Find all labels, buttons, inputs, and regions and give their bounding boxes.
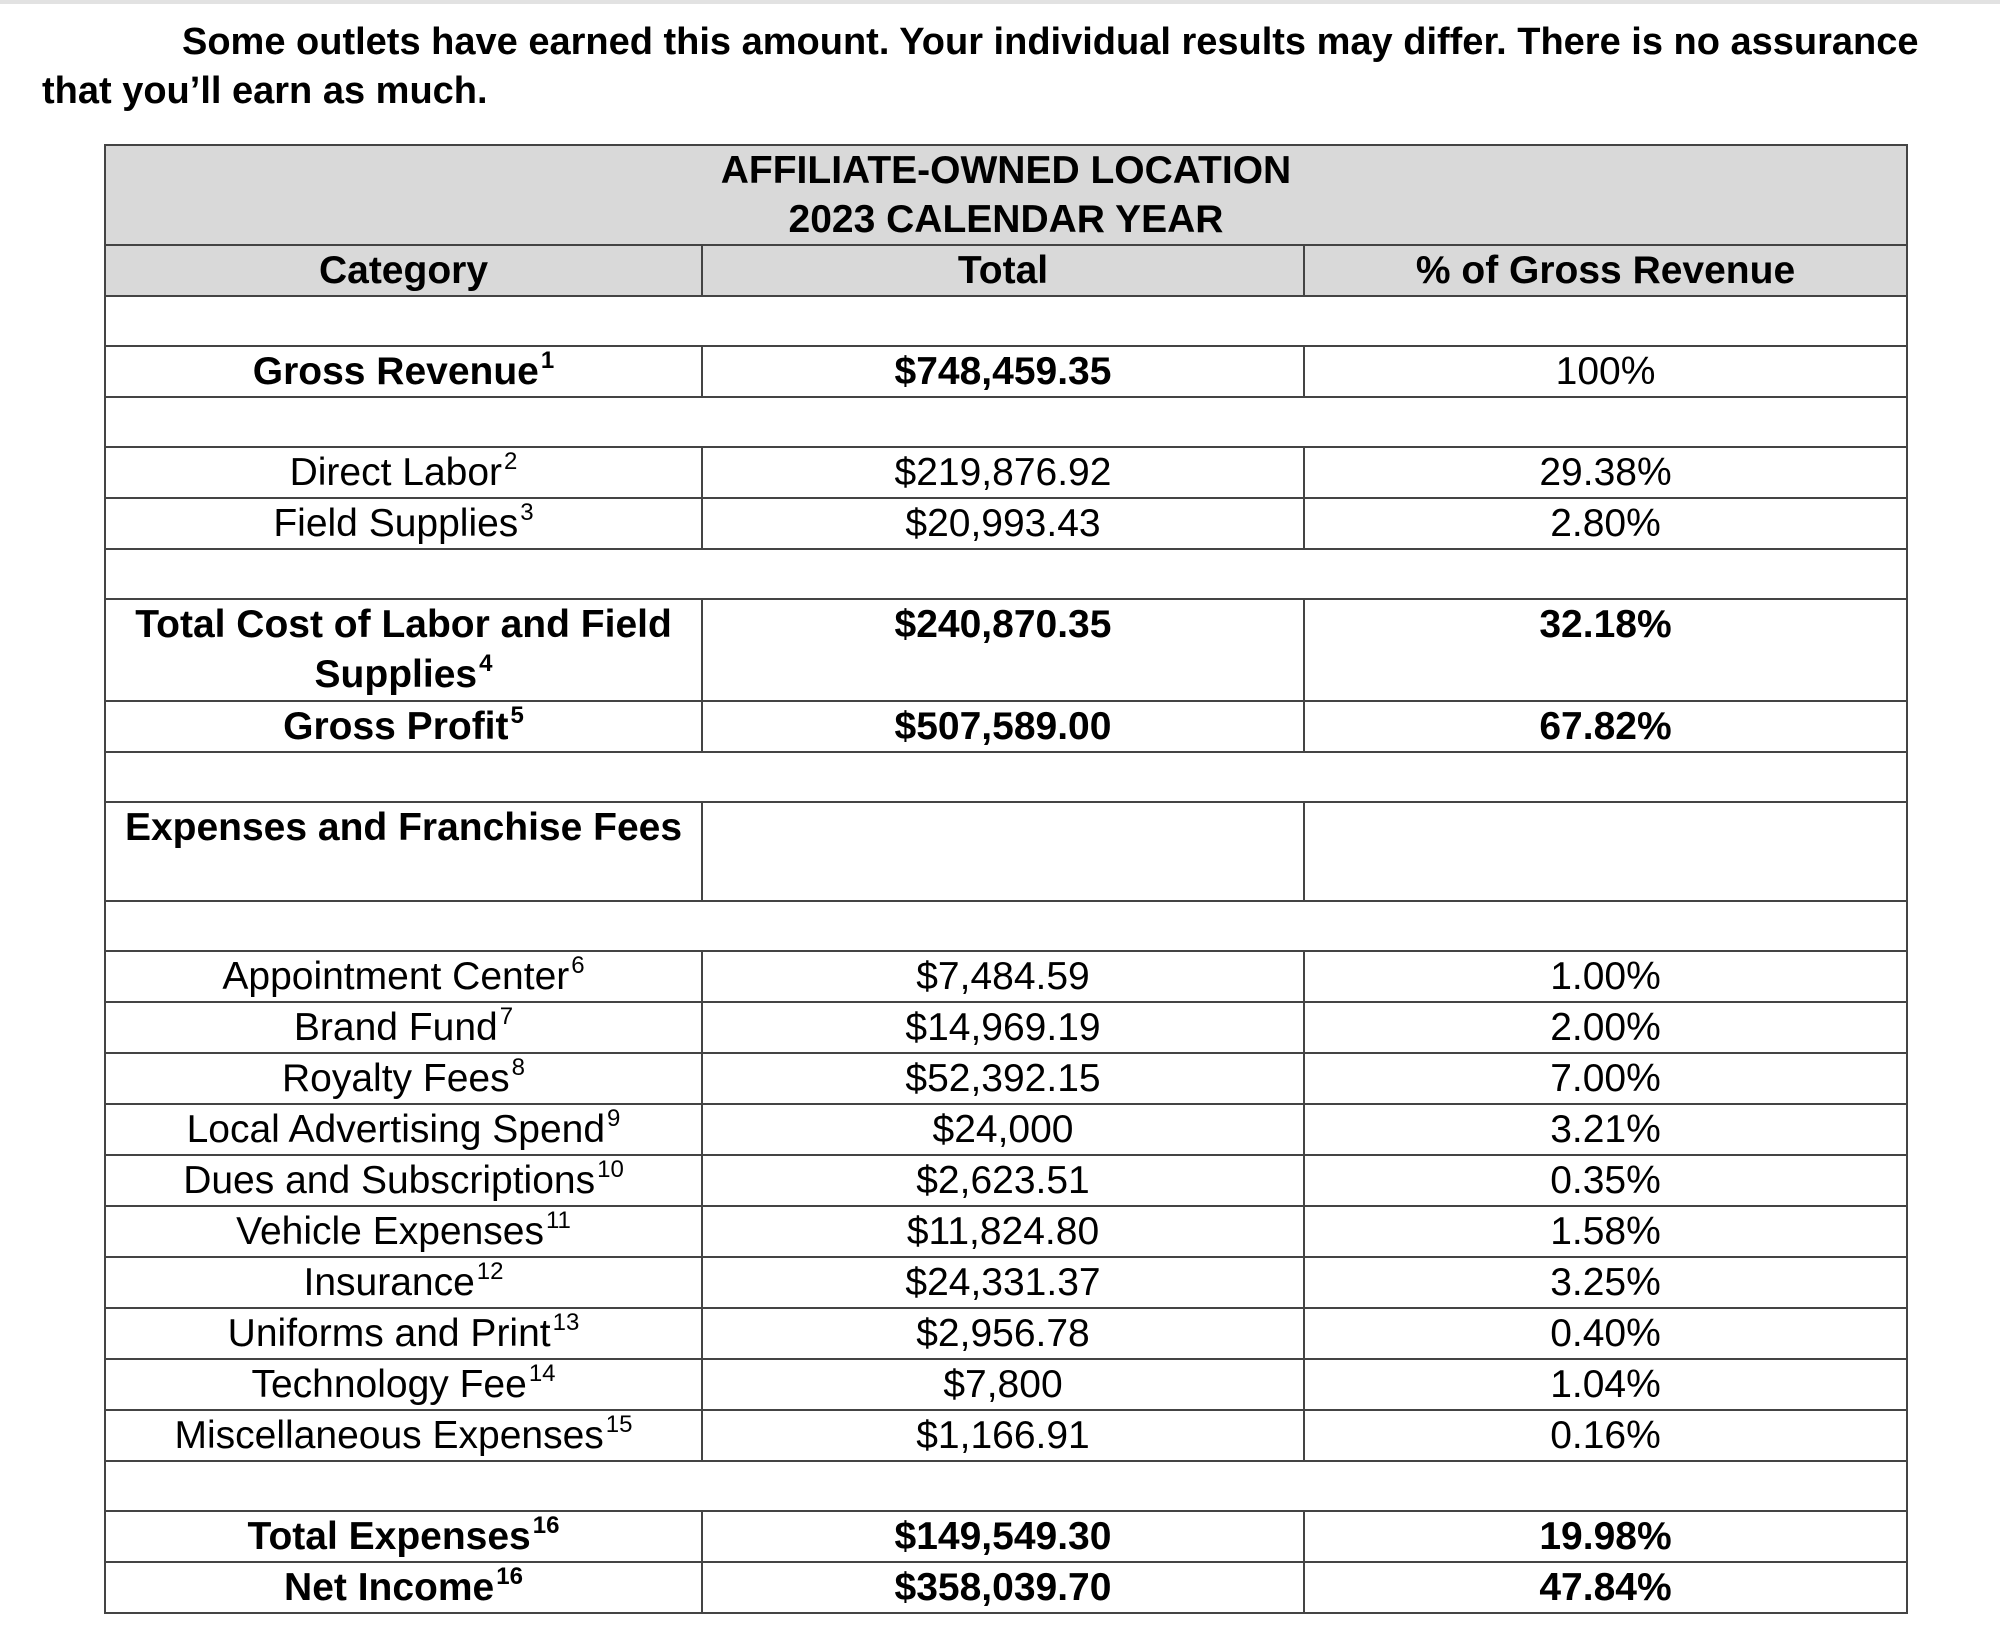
category-cell [105, 1308, 702, 1359]
category-label: Dues and Subscriptions [183, 1159, 596, 1202]
footnote-marker: 9 [607, 1105, 621, 1132]
percent-cell: 3.25% [1304, 1257, 1907, 1308]
category-cell [105, 1155, 702, 1206]
category-cell [105, 447, 702, 498]
percent-cell [1304, 802, 1907, 901]
category-cell [105, 1053, 702, 1104]
percent-cell: 32.18% [1304, 599, 1907, 701]
category-label: Vehicle Expenses [236, 1210, 544, 1253]
percent-cell: 19.98% [1304, 1511, 1907, 1562]
total-cell: $52,392.15 [702, 1053, 1304, 1104]
financial-performance-table [104, 144, 1908, 1614]
percent-cell: 3.21% [1304, 1104, 1907, 1155]
table-row [105, 1155, 1907, 1206]
category-label: Direct Labor [289, 451, 503, 494]
spacer-cell [105, 549, 1907, 599]
total-cell: $2,623.51 [702, 1155, 1304, 1206]
percent-cell: 100% [1304, 346, 1907, 397]
total-cell: $24,000 [702, 1104, 1304, 1155]
footnote-marker: 4 [479, 650, 493, 677]
category-cell [105, 1359, 702, 1410]
footnote-marker: 15 [605, 1411, 633, 1438]
footnote-marker: 11 [545, 1207, 571, 1234]
table-row [105, 1308, 1907, 1359]
spacer-cell [105, 397, 1907, 447]
total-cell: $1,166.91 [702, 1410, 1304, 1461]
footnote-marker: 14 [528, 1360, 556, 1387]
percent-cell: 7.00% [1304, 1053, 1907, 1104]
spacer-row [105, 549, 1907, 599]
category-label: Miscellaneous Expenses [174, 1414, 604, 1457]
header-total: Total [702, 245, 1304, 296]
category-label: Insurance [303, 1261, 475, 1304]
total-cell: $219,876.92 [702, 447, 1304, 498]
total-cell [702, 802, 1304, 901]
table-row [105, 1053, 1907, 1104]
spacer-row [105, 752, 1907, 802]
footnote-marker: 7 [499, 1003, 514, 1030]
footnote-marker: 5 [510, 702, 524, 729]
total-cell: $149,549.30 [702, 1511, 1304, 1562]
category-cell [105, 498, 702, 549]
category-cell [105, 1562, 702, 1613]
table-row [105, 1359, 1907, 1410]
spacer-row [105, 397, 1907, 447]
category-cell [105, 951, 702, 1002]
spacer-cell [105, 296, 1907, 346]
table-row [105, 1562, 1907, 1613]
category-cell [105, 1410, 702, 1461]
table-row [105, 1257, 1907, 1308]
category-cell [105, 1206, 702, 1257]
table-row [105, 1002, 1907, 1053]
table-row [105, 1206, 1907, 1257]
table-row [105, 1511, 1907, 1562]
spacer-cell [105, 1461, 1907, 1511]
percent-cell: 47.84% [1304, 1562, 1907, 1613]
footnote-marker: 10 [597, 1156, 624, 1183]
percent-cell: 0.35% [1304, 1155, 1907, 1206]
disclaimer-text: Some outlets have earned this amount. Your individual results may differ. There is no assurance that you’ll earn as much. [42, 21, 1919, 112]
category-label: Net Income [284, 1566, 495, 1609]
category-cell [105, 802, 702, 901]
spacer-row [105, 901, 1907, 951]
spacer-row [105, 296, 1907, 346]
total-cell: $507,589.00 [702, 701, 1304, 752]
total-cell: $24,331.37 [702, 1257, 1304, 1308]
category-label: Local Advertising Spend [186, 1108, 606, 1151]
category-cell [105, 701, 702, 752]
spacer-cell [105, 752, 1907, 802]
table-row [105, 498, 1907, 549]
spacer-row [105, 1461, 1907, 1511]
spacer-cell [105, 901, 1907, 951]
category-label: Royalty Fees [282, 1057, 510, 1100]
total-cell: $748,459.35 [702, 346, 1304, 397]
percent-cell: 0.40% [1304, 1308, 1907, 1359]
category-label: Uniforms and Print [227, 1312, 551, 1355]
footnote-marker: 13 [552, 1309, 580, 1336]
percent-cell: 0.16% [1304, 1410, 1907, 1461]
category-label: Expenses and Franchise Fees [124, 806, 683, 849]
footnote-marker: 6 [571, 952, 585, 979]
total-cell: $20,993.43 [702, 498, 1304, 549]
table-row [105, 1104, 1907, 1155]
percent-cell: 67.82% [1304, 701, 1907, 752]
table-row [105, 951, 1907, 1002]
table-row [105, 346, 1907, 397]
header-percent: % of Gross Revenue [1304, 245, 1907, 296]
total-cell: $14,969.19 [702, 1002, 1304, 1053]
category-cell [105, 1511, 702, 1562]
percent-cell: 1.00% [1304, 951, 1907, 1002]
table-title [105, 145, 1907, 245]
table-title-line-2: 2023 CALENDAR YEAR [788, 198, 1224, 241]
category-label: Technology Fee [251, 1363, 527, 1406]
category-label: Gross Revenue [252, 350, 539, 393]
table-row [105, 1410, 1907, 1461]
category-label: Total Cost of Labor and Field Supplies [135, 603, 672, 696]
category-label: Appointment Center [222, 955, 570, 998]
percent-cell: 2.80% [1304, 498, 1907, 549]
category-label: Total Expenses [247, 1515, 531, 1558]
total-cell: $240,870.35 [702, 599, 1304, 701]
category-cell [105, 1257, 702, 1308]
category-cell [105, 1002, 702, 1053]
top-divider [0, 0, 2000, 4]
table-row [105, 447, 1907, 498]
category-cell [105, 346, 702, 397]
category-cell [105, 599, 702, 701]
footnote-marker: 3 [520, 499, 534, 526]
total-cell: $7,484.59 [702, 951, 1304, 1002]
footnote-marker: 16 [496, 1563, 523, 1590]
table-title-row [105, 145, 1907, 245]
footnote-marker: 16 [532, 1512, 560, 1539]
header-category: Category [105, 245, 702, 296]
total-cell: $7,800 [702, 1359, 1304, 1410]
table-title-line-1: AFFILIATE-OWNED LOCATION [720, 149, 1292, 192]
footnote-marker: 2 [504, 448, 518, 475]
category-label: Brand Fund [293, 1006, 498, 1049]
percent-cell: 1.58% [1304, 1206, 1907, 1257]
table-row [105, 802, 1907, 901]
category-label: Gross Profit [283, 705, 509, 748]
percent-cell: 2.00% [1304, 1002, 1907, 1053]
category-label: Field Supplies [273, 502, 519, 545]
footnote-marker: 1 [540, 347, 555, 374]
footnote-marker: 12 [476, 1258, 504, 1285]
table-row [105, 701, 1907, 752]
table-header-row [105, 245, 1907, 296]
category-cell [105, 1104, 702, 1155]
total-cell: $11,824.80 [702, 1206, 1304, 1257]
total-cell: $358,039.70 [702, 1562, 1304, 1613]
percent-cell: 1.04% [1304, 1359, 1907, 1410]
footnote-marker: 8 [511, 1054, 525, 1081]
total-cell: $2,956.78 [702, 1308, 1304, 1359]
percent-cell: 29.38% [1304, 447, 1907, 498]
table-row [105, 599, 1907, 701]
